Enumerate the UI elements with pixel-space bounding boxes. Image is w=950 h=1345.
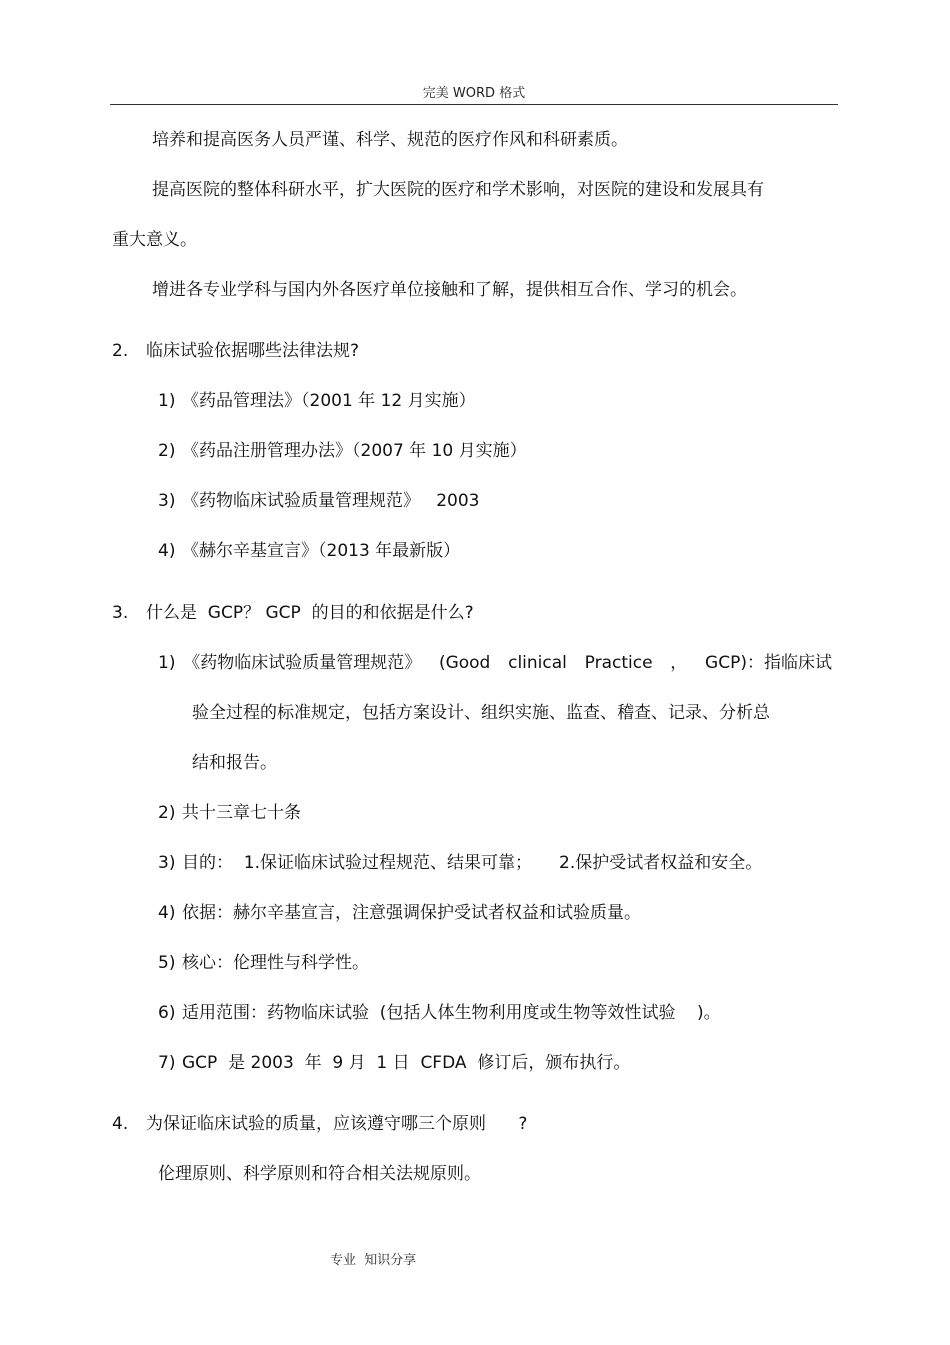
definition-part-practice: Practice <box>584 653 653 673</box>
list-item-number: 2) <box>158 803 176 823</box>
definition-part-good: (Good <box>438 653 491 673</box>
question-4-answer: 伦理原则、科学原则和符合相关法规原则。 <box>158 1164 481 1184</box>
list-item <box>158 902 641 924</box>
paragraph-2-line-2: 重大意义。 <box>112 230 197 250</box>
list-item-text: 目的： 1.保证临床试验过程规范、结果可靠； 2.保护受试者权益和安全。 <box>182 853 763 873</box>
list-item <box>158 802 301 824</box>
list-item-number: 5) <box>158 953 176 973</box>
list-item-text: 《药物临床试验质量管理规范》 2003 <box>182 491 480 511</box>
list-item-text: 共十三章七十条 <box>182 803 301 823</box>
list-item <box>158 1052 630 1074</box>
paragraph-3: 增进各专业学科与国内外各医疗单位接触和了解，提供相互合作、学习的机会。 <box>152 280 747 300</box>
list-item-text: 《药品注册管理办法》（2007 年 10 月实施） <box>182 441 527 461</box>
page-header: 完美 WORD 格式 <box>422 86 526 101</box>
definition-part-gcp: GCP)：指临床试 <box>705 653 832 673</box>
question-4-number: 4. <box>112 1114 129 1134</box>
list-item-number: 3) <box>158 853 176 873</box>
header-rule <box>110 104 838 105</box>
list-item <box>158 540 460 562</box>
list-item-number: 7) <box>158 1053 176 1073</box>
list-item-number: 1) <box>158 653 176 673</box>
question-3 <box>112 602 474 624</box>
list-item <box>158 390 476 412</box>
list-item-text: 依据：赫尔辛基宣言，注意强调保护受试者权益和试验质量。 <box>182 903 641 923</box>
list-item-number: 6) <box>158 1003 176 1023</box>
list-item-text: 《药品管理法》（2001 年 12 月实施） <box>182 391 476 411</box>
definition-line-2: 验全过程的标准规定，包括方案设计、组织实施、监查、稽查、记录、分析总 <box>192 703 770 723</box>
paragraph-1: 培养和提高医务人员严谨、科学、规范的医疗作风和科研素质。 <box>152 130 628 150</box>
question-2 <box>112 340 359 362</box>
list-item <box>158 1002 721 1024</box>
paragraph-2-line-1: 提高医院的整体科研水平，扩大医院的医疗和学术影响，对医院的建设和发展具有 <box>152 180 764 200</box>
list-item-number: 1) <box>158 391 176 411</box>
list-item-number: 4) <box>158 903 176 923</box>
list-item-number: 2) <box>158 441 176 461</box>
page-footer: 专业 知识分享 <box>330 1253 417 1268</box>
list-item-number: 3) <box>158 491 176 511</box>
definition-line-3: 结和报告。 <box>192 753 277 773</box>
definition-part-comma: ， <box>670 653 688 673</box>
question-4-text: 为保证临床试验的质量，应该遵守哪三个原则 ? <box>146 1114 528 1134</box>
list-item-gcp-definition <box>158 652 832 674</box>
list-item-text: 《赫尔辛基宣言》（2013 年最新版） <box>182 541 461 561</box>
list-item-text: GCP 是 2003 年 9 月 1 日 CFDA 修订后，颁布执行。 <box>182 1053 631 1073</box>
question-2-number: 2. <box>112 341 129 361</box>
list-item-text: 适用范围：药物临床试验 (包括人体生物利用度或生物等效性试验 )。 <box>182 1003 721 1023</box>
list-item <box>158 952 369 974</box>
list-item <box>158 852 762 874</box>
question-4 <box>112 1113 527 1135</box>
list-item-text: 核心：伦理性与科学性。 <box>182 953 369 973</box>
definition-part-title: 《药物临床试验质量管理规范》 <box>183 653 422 673</box>
question-2-text: 临床试验依据哪些法律法规? <box>146 341 360 361</box>
definition-part-clinical: clinical <box>508 653 567 673</box>
list-item <box>158 440 527 462</box>
question-3-number: 3. <box>112 603 129 623</box>
list-item <box>158 490 479 512</box>
question-3-text: 什么是 GCP？ GCP 的目的和依据是什么? <box>146 603 474 623</box>
list-item-number: 4) <box>158 541 176 561</box>
